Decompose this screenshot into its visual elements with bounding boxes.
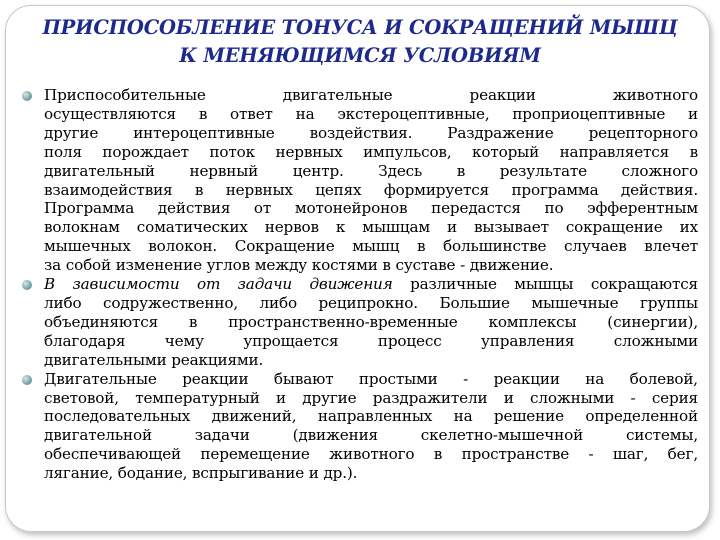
bullet-list [18,86,698,483]
text-line: волокнам соматических нервов к мышцам и вызывает сокращение их [44,218,698,237]
text-line: Программа действия от мотонейронов передастся по эфферентным [44,199,698,218]
list-item [18,275,698,370]
title-line-1: ПРИСПОСОБЛЕНИЕ ТОНУСА И СОКРАЩЕНИЙ МЫШЦ [42,16,678,39]
text-line: объединяются в пространственно-временные комплексы (синергии), [44,312,698,331]
text-fragment: различные мышцы сокращаются [392,275,698,294]
text-line: другие интероцептивные воздействия. Раздражение рецепторного [44,123,698,142]
text-line: последовательных движений, направленных на решение определенной [44,407,698,426]
text-line: поля порождает поток нервных импульсов, который направляется в [44,142,698,161]
paragraph-text [44,370,698,483]
text-line: световой, температурный и другие раздражители и сложными - серия [44,388,698,407]
text-line: двигательной задачи (движения скелетно-мышечной системы, [44,426,698,445]
italic-phrase: В зависимости от задачи движения [44,275,393,294]
text-line: осуществляются в ответ на экстероцептивные, проприоцептивные и [44,104,698,123]
text-line: мышечных волокон. Сокращение мышц в большинстве случаев влечет [44,237,698,256]
text-line: лягание, бодание, вспрыгивание и др.). [44,464,358,483]
bullet-icon [22,91,32,101]
list-item [18,86,698,275]
text-line: двигательный нервный центр. Здесь в результате сложного [44,161,698,180]
list-item [18,370,698,483]
title-line-2: К МЕНЯЮЩИМСЯ УСЛОВИЯМ [179,44,541,67]
text-line: за собой изменение углов между костями в суставе - движение. [44,256,554,275]
paragraph-text [44,86,698,275]
text-line: обеспечивающей перемещение животного в пространстве - шаг, бег, [44,445,698,464]
bullet-icon [22,375,32,385]
text-line: благодаря чему упрощается процесс управления сложными [44,331,698,350]
text-line: Двигательные реакции бывают простыми - реакции на болевой, [44,369,698,388]
text-line [44,275,698,294]
bullet-icon [22,280,32,290]
page-title [0,14,720,70]
text-line: Приспособительные двигательные реакции животного [44,86,698,104]
paragraph-text [44,275,698,370]
text-line: двигательными реакциями. [44,350,264,369]
text-line: взаимодействия в нервных цепях формируется программа действия. [44,180,698,199]
text-line: либо содружественно, либо реципрокно. Большие мышечные группы [44,293,698,312]
